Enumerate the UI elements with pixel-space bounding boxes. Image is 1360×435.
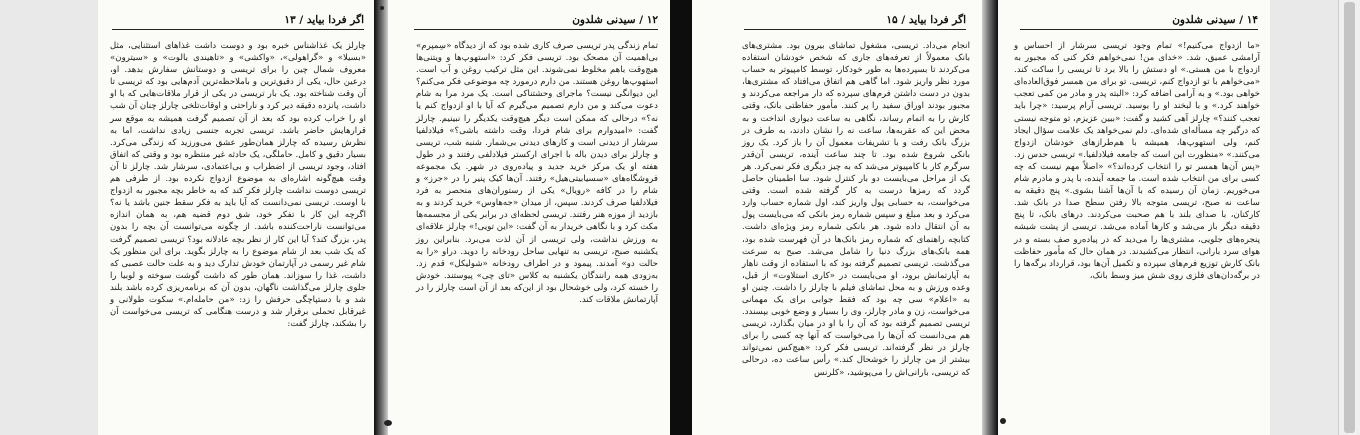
page-paragraph: انجام می‌داد. تریسی، مشغول تماشای بیرون بود. مشتری‌های بانک معمولاً از تعرفه‌های جاری که شخص خودشان استفاده می‌کردند تا بسپرده‌ها به طور خودکار، توسط کامپیوتر به حساب مورد نظر واریز شود. اما گاهی هم اتفاق می‌افتاد که مشتری‌ها، بدون در دست داشتن فرم‌های سپرده که دار مراجعه می‌کردند و مجبور بودند اوراق سفید را پر کنند. مأمور حفاظتی بانک، وقتی کارش را به اتمام رساند، نگاهی به ساعت دیواری انداخت و به محض این که عقربه‌ها، ساعت نه را نشان دادند، به طرف در بزرگ بانک رفت و با تشریفات معمول آن را باز کرد. یک روز بانکی شروع شده بود. تا چند ساعت آینده، تریسی آن‌قدر سرگرم کار با کامپیوتر می‌شد که به چیز دیگری فکر نمی‌کرد. هر یک از مراحل می‌بایست دو بار کنترل شود. سا اطمینان حاصل گردد که رمزها درست به کار گرفته شده است. وقتی می‌خواست، به حسابی پول واریز کند، اول شماره حساب وارد می‌کرد و بعد مبلغ و سپس شماره رمز بانکی که می‌بایست پول به آن انتقال داده شود. هر بانکی شماره رمز ویژه‌ای داشت. کتابچه راهنمای که شماره رمز بانک‌ها در آن فهرست شده بود، همه بانک‌های بزرگ دنیا را شامل می‌شد. صبح به سرعت می‌گذشت. تریسی تصمیم گرفته بود که با استفاده از وقت ناهار به آپارتمانش برود، او می‌بایست در «کاری استلاوت» از قبل، وعده ورزش و به محل تماشای فیلم با چارلز را داشت. چنین او به «اعلام» سی چه بود که فقط جوابی برای یک مهمانی می‌خواست، زن و مادر چارلز، وی را بسیار و وضع خوبی بپسندد. تریسی تصمیم گرفته بود که آن را با او در میان بگذارد، تریسی هم می‌دانست که آن‌ها را می‌خواست که آنها چه کسی را برای چارلز در نظر گرفته‌اند. تریسی فکر کرد: «هیچ‌کس نمی‌تواند بیشتر از من چارلز را خوشحال کند.» رأس ساعت ده، درحالی که تریسی، بارانی‌اش را می‌پوشید، «کلرنس (742, 41, 970, 378)
vertical-scrollbar[interactable] (1338, 0, 1360, 435)
document-page-14 (998, 0, 1270, 435)
running-head-text: اگر فردا بیاید / ۱۳ (284, 14, 364, 26)
running-head (1020, 14, 1258, 30)
page-body (110, 40, 366, 330)
scan-speck (1000, 418, 1006, 424)
running-head-text: ۱۴ / سیدنی شلدون (1172, 14, 1258, 26)
running-head (112, 14, 364, 30)
scan-speck (384, 420, 392, 426)
page-paragraph: «ما ازدواج می‌کنیم!» تمام وجود تریسی سرشار از احساس و آرامشی عمیق، شد. «خدای من! نمی‌خواهم فکر کنی که مجبور به ازدواج با من هستی.» او دستش را بالا برد تا تریسی را ساکت کند. «می‌خواهم با تو ازدواج کنم، تریسی. تو برای من همسر فوق‌العاده‌ای خواهی بود.» و به آرامی اضافه کرد: «البته پدر و مادر من کمی تعجب خواهند کرد.» و با لبخند او را بوسید. تریسی آرام پرسید: «چرا باید تعجب کنند؟» چارلز آهی کشید و گفت: «ببین عزیزم، تو متوجه نیستی که درگیر چه مسأله‌ای شده‌ای. دلم نمی‌خواهد یک علامت سؤال ایجاد کنم، ولی استهوپ‌ها، همیشه با هم‌طرازهای خودشان ازدواج می‌کنند.» «منظورت این است که جامعه فیلادلفیا.» تریسی حدس زد. «پس آن‌ها همسر تو را انتخاب کرده‌اند؟» «اصلاً مهم نیست که چه کسی برای من انتخاب شده است. ما جمعه آینده، با پدر و مادرم شام می‌خوریم. زمان آن رسیده که با آن‌ها آشنا بشوی.» پنج دقیقه به ساعت نه صبح، تریسی متوجه بالا رفتن سطح صدا در بانک شد. کارکنان، با صدای بلند با هم صحبت می‌کردند. درهای بانک، تا پنج دقیقه دیگر باز می‌شد و کارها آماده می‌شد. تریسی از پشت شیشه پنجره‌های جلویی، مشتری‌ها را می‌دید که در پیاده‌رو صف بسته و در هوای سرد بارانی، انتظار می‌کشیدند. در همان حال که مأمور حفاظت بانک کارش توزیع فرم‌های سپرده و تکمیل آن‌ها بود، قرارداد برگه‌ها را در برگه‌دان‌های فلزی روی شش میز وسط بانک، (1014, 41, 1260, 281)
document-page-12 (388, 0, 670, 435)
scan-speck (380, 6, 384, 10)
running-head-text: ۱۲ / سیدنی شلدون (572, 14, 658, 26)
outer-margin-right (1270, 0, 1338, 435)
page-paragraph: چارلز یک غذاشناس خبره بود و دوست داشت غذاهای استثنایی، مثل «بسیلا» و «گراهولی»، «واکشی» و «تاهیندی بالوت» و «سیترون» معروف شمال چین را برای تریسی و دوستانش سفارش بدهد. او، درعین حال، یکی از دقیق‌ترین و باملاحظه‌ترین آدم‌هایی بود که تریسی تا آن وقت شناخته بود. یک بار تریسی در یکی از قرار ملاقات‌هایی که با او داشت، پانزده دقیقه دیر کرد و ناراحتی و اوقات‌تلخی چارلز چنان آن شب او را خراب کرده بود که بعد از آن تصمیم گرفت همیشه به موقع سر قرارهایش حاضر باشد. تریسی تجربه جنسی زیادی نداشت، اما به نظرش رسیده که چارلز همان‌طور عشق می‌ورزید که زندگی می‌کرد. بسیار دقیق و کامل. حاملگی، یک حادثه غیر منتظره بود و وقتی که اتفاق افتاد، وجود تریسی از اضطراب و بی‌اعتمادی، سرشار شد. چارلز تا آن وقت هیچ‌گونه اشاره‌ای به موضوع ازدواج نکرده بود. از طرفی هم تریسی دوست نداشت چارلز فکر کند که به خاطر بچه مجبور به ازدواج با اوست. تریسی نمی‌دانست که آیا باید به فکر سقط جنین باشد یا نه؟ اگرچه این کار با تفکر خود، شق دوم قضیه هم، به همان اندازه می‌توانست ناراحت‌کننده باشد. از چگونه می‌توانست آن بچه را بدون پدر، بزرگ کند؟ آیا این کار از نظر بچه عادلانه بود؟ تریسی تصمیم گرفت که یک شب بعد از شام موضوع را به چارلز بگوید. برای این منظور یک شام غیر رسمی در آپارتمان خودش تدارک دید و به علت حالت عصبی که داشت، غذا را سوزاند. همان طور که داشت گوشت سوخته و لوبیا را جلوی چارلز می‌گذاشت ناگهان، بدون آن که برنامه‌ریزی کرده باشد بلند شد و با دستپاچگی حرفش را زد: «من حامله‌ام.» سکوت طولانی و غیرقابل تحملی برقرار شد و درست هنگامی که تریسی می‌خواست آن را بشکند، چارلز گفت: (110, 41, 366, 330)
document-page-15 (692, 0, 982, 435)
outer-margin-left (0, 0, 100, 435)
running-head (414, 14, 658, 30)
book-gutter-shadow (982, 0, 998, 435)
page-body (742, 40, 970, 379)
book-gutter-shadow (374, 0, 388, 435)
scan-divider (670, 0, 692, 435)
document-page-13 (98, 0, 378, 435)
page-body (416, 40, 658, 306)
scrollbar-thumb[interactable] (1344, 2, 1355, 433)
page-body (1014, 40, 1260, 282)
running-head-text: اگر فردا بیاید / ۱۵ (886, 14, 966, 26)
page-paragraph: تمام زندگی پدر تریسی صرف کاری شده بود که از دیدگاه «سِمپرم» بی‌اهمیت آن مصحک بود. تریسی فکر کرد: «استهوپ‌ها و ویتنی‌ها هیچ‌وقت باهم مخلوط نمی‌شوند. این مثل ترکیب روغن و آب است. استهوپ‌ها روغن هستند. من دارم درمورد چه موضوعی فکر می‌کنم؟ این دیوانگی نیست؟ ماجرای وحشتناکی است. یک مرد مرا به شام دعوت می‌کند و من دارم تصمیم می‌گیرم که آیا با او ازدواج کنم یا نه؟» درحالی که ممکن است دیگر هیچ‌وقت یکدیگر را نبینیم. چارلز گفت: «امیدوارم برای شام فردا، وقت داشته باشی؟» فیلادلفیا سرشار از دیدنی است و کارهای دیدنی بی‌شمار. شنبه شب، تریسی و چارلز برای دیدن باله با اجرای ارکستر فیلادلفی رفتند و در طول هفته او یک مرکز خرید جدید و پیاده‌روی در شهر. یک مجموعه فروشگاه‌های «سسیابیتی‌هیل» رفتند. آن‌ها کیک پنیر را در «جرز» و شام را در کافه «رویال» یکی از رستوران‌های منحصر به فرد فیلادلفیا صرف کردند. سپس، از میدان «جه‌هاوس» خرید کردند و به بازدید از موزه هنر رفتند. تریسی لحظه‌ای در برابر یکی از مجسمه‌ها مکث کرد و با نگاهی خریدار به آن گفت: «این تویی!» چارلز علاقه‌ای به ورزش نداشت، ولی تریسی از آن لذت می‌برد. بنابراین روز یکشنبه صبح، تریسی به تنهایی ساحل رودخانه را دوید. دراو «را به حالت دو» آمدند. پیمود و در اطراف رودخانه «شولیکل» قدم زد. به‌زودی همه رانندگان یکشنبه به کلاس «تای چی» پیوستند. خودش را خسته کرد، ولی خوشحال بود از این‌که بعد از آن است چارلز را در آپارتمانش ملاقات کند. (415, 41, 658, 305)
running-head (744, 14, 966, 30)
